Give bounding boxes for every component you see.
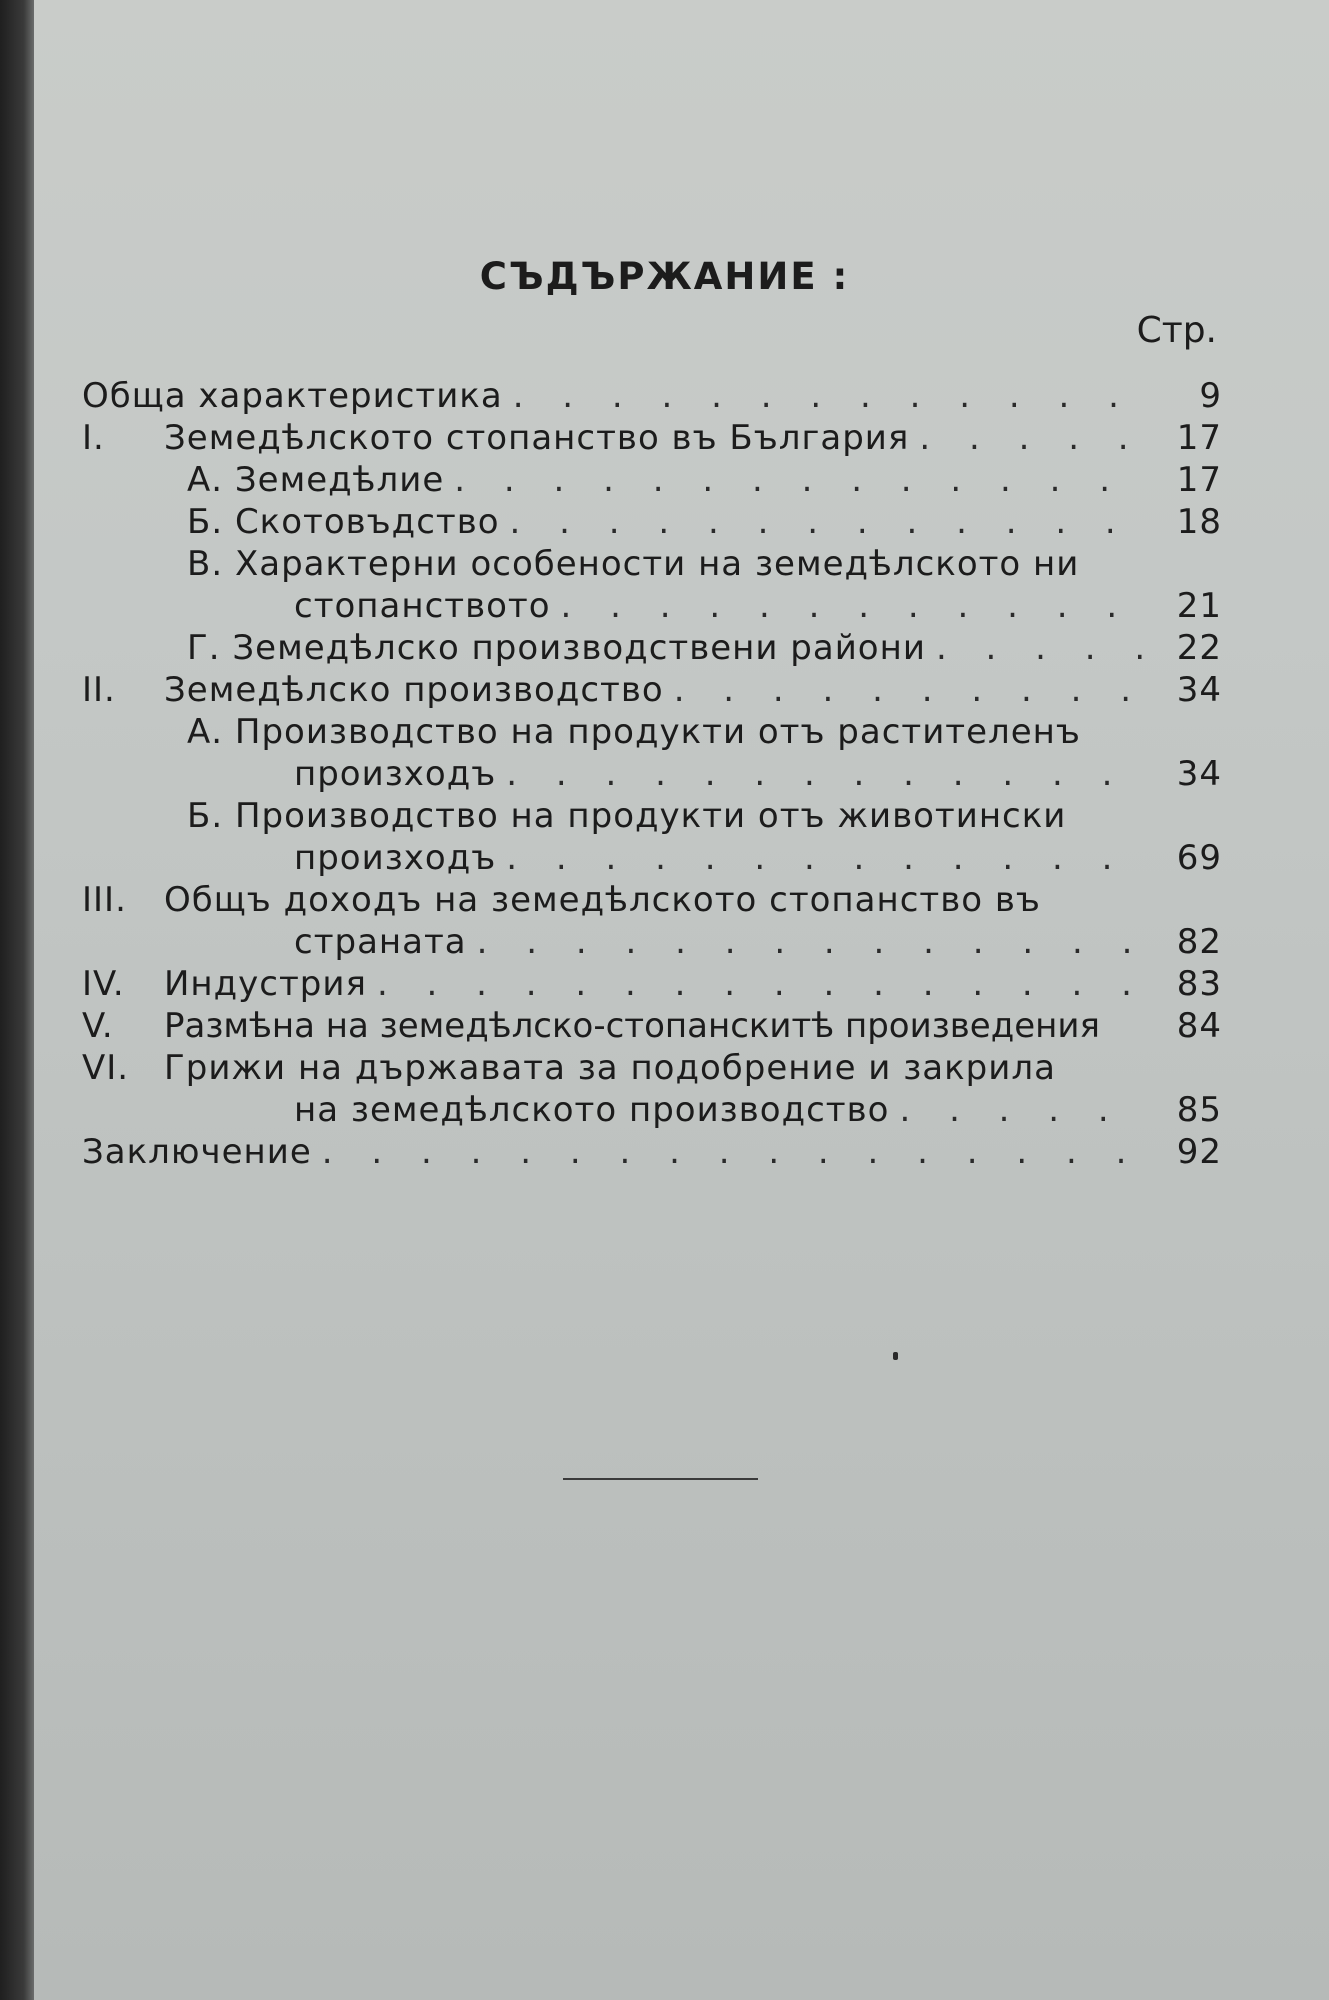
toc-entry: [82, 963, 1222, 1005]
dot-leader: [561, 585, 1146, 627]
dot-leader: [377, 963, 1146, 1005]
toc-entry-page: 22: [1176, 628, 1222, 668]
toc-entry: [82, 375, 1222, 417]
toc-entry-continuation: [82, 1089, 1222, 1131]
toc-entry-label: Земедѣлско производство: [164, 670, 664, 710]
toc-entry-label: Г. Земедѣлско производствени райони: [187, 628, 926, 668]
toc-entry-page: 17: [1176, 418, 1222, 458]
toc-entry: [82, 543, 1222, 585]
toc-entry-label: Размѣна на земедѣлско-стопанскитѣ произведения: [164, 1006, 1100, 1046]
toc-entry-continuation: [82, 921, 1222, 963]
toc-entry-label: Б. Скотовъдство: [187, 502, 500, 542]
toc-entry-number: V.: [82, 1006, 114, 1046]
toc-entry-continuation: [82, 837, 1222, 879]
toc-entry-label-cont: стопанството: [294, 586, 551, 626]
page-column-label: Стр.: [1136, 310, 1217, 351]
toc-entry: [82, 459, 1222, 501]
toc-entry-label: Земедѣлското стопанство въ България: [164, 418, 910, 458]
toc-entry-label-cont: произходъ: [294, 838, 497, 878]
dot-leader: [506, 837, 1146, 879]
dot-leader: [899, 1089, 1146, 1131]
toc-entry: [82, 879, 1222, 921]
toc-entry: [82, 1047, 1222, 1089]
toc-entry-page: 17: [1176, 460, 1222, 500]
toc-entry-label-cont: страната: [294, 922, 467, 962]
toc-entry-page: 92: [1176, 1132, 1222, 1172]
toc-entry-label: Заключение: [82, 1132, 312, 1172]
toc-entry-continuation: [82, 585, 1222, 627]
toc-entry-number: I.: [82, 418, 105, 458]
toc-entry-page: 34: [1176, 670, 1222, 710]
page-title: СЪДЪРЖАНИЕ :: [479, 255, 850, 298]
toc-entry-page: 69: [1176, 838, 1222, 878]
toc-entry: [82, 1131, 1222, 1173]
dot-leader: [454, 459, 1146, 501]
toc-entry-label: В. Характерни особености на земедѣлското ни: [187, 544, 1080, 584]
divider-rule: [563, 1478, 758, 1480]
toc-entry-page: 82: [1176, 922, 1222, 962]
toc-entry-page: 85: [1176, 1090, 1222, 1130]
toc-entry: [82, 711, 1222, 753]
dot-leader: [513, 375, 1146, 417]
toc-entry-label: Грижи на държавата за подобрение и закрила: [164, 1048, 1056, 1088]
dot-leader: [322, 1131, 1146, 1173]
toc-entry-label: Б. Производство на продукти отъ животински: [187, 796, 1067, 836]
toc-entry-label: А. Земедѣлие: [187, 460, 445, 500]
toc-entry-page: 83: [1176, 964, 1222, 1004]
dot-leader: [510, 501, 1146, 543]
toc-entry: [82, 501, 1222, 543]
dot-leader: [506, 753, 1146, 795]
toc-entry-page: 18: [1176, 502, 1222, 542]
toc-entry: [82, 417, 1222, 459]
toc-entry-label: А. Производство на продукти отъ растителенъ: [187, 712, 1081, 752]
toc-entry-label: Общъ доходъ на земедѣлското стопанство въ: [164, 880, 1041, 920]
toc-entry: [82, 795, 1222, 837]
toc-entry-page: 84: [1176, 1006, 1222, 1046]
toc-entry: [82, 1005, 1222, 1047]
toc-entry: [82, 627, 1222, 669]
table-of-contents: [82, 375, 1222, 1173]
dot-leader: [477, 921, 1146, 963]
dot-leader: [936, 627, 1146, 669]
toc-entry-label-cont: на земедѣлското производство: [294, 1090, 890, 1130]
dot-leader: [919, 417, 1146, 459]
toc-entry-number: II.: [82, 670, 116, 710]
toc-entry-label: Обща характеристика: [82, 376, 503, 416]
toc-entry-page: 9: [1199, 376, 1222, 416]
toc-entry-number: IV.: [82, 964, 125, 1004]
toc-entry-continuation: [82, 753, 1222, 795]
ink-speck: [893, 1352, 898, 1360]
toc-entry-page: 21: [1176, 586, 1222, 626]
toc-entry-page: 34: [1176, 754, 1222, 794]
toc-entry-number: VI.: [82, 1048, 130, 1088]
book-spine-shadow: [0, 0, 34, 2000]
toc-entry-number: III.: [82, 880, 127, 920]
toc-entry: [82, 669, 1222, 711]
toc-entry-label: Индустрия: [164, 964, 367, 1004]
dot-leader: [674, 669, 1146, 711]
toc-entry-label-cont: произходъ: [294, 754, 497, 794]
